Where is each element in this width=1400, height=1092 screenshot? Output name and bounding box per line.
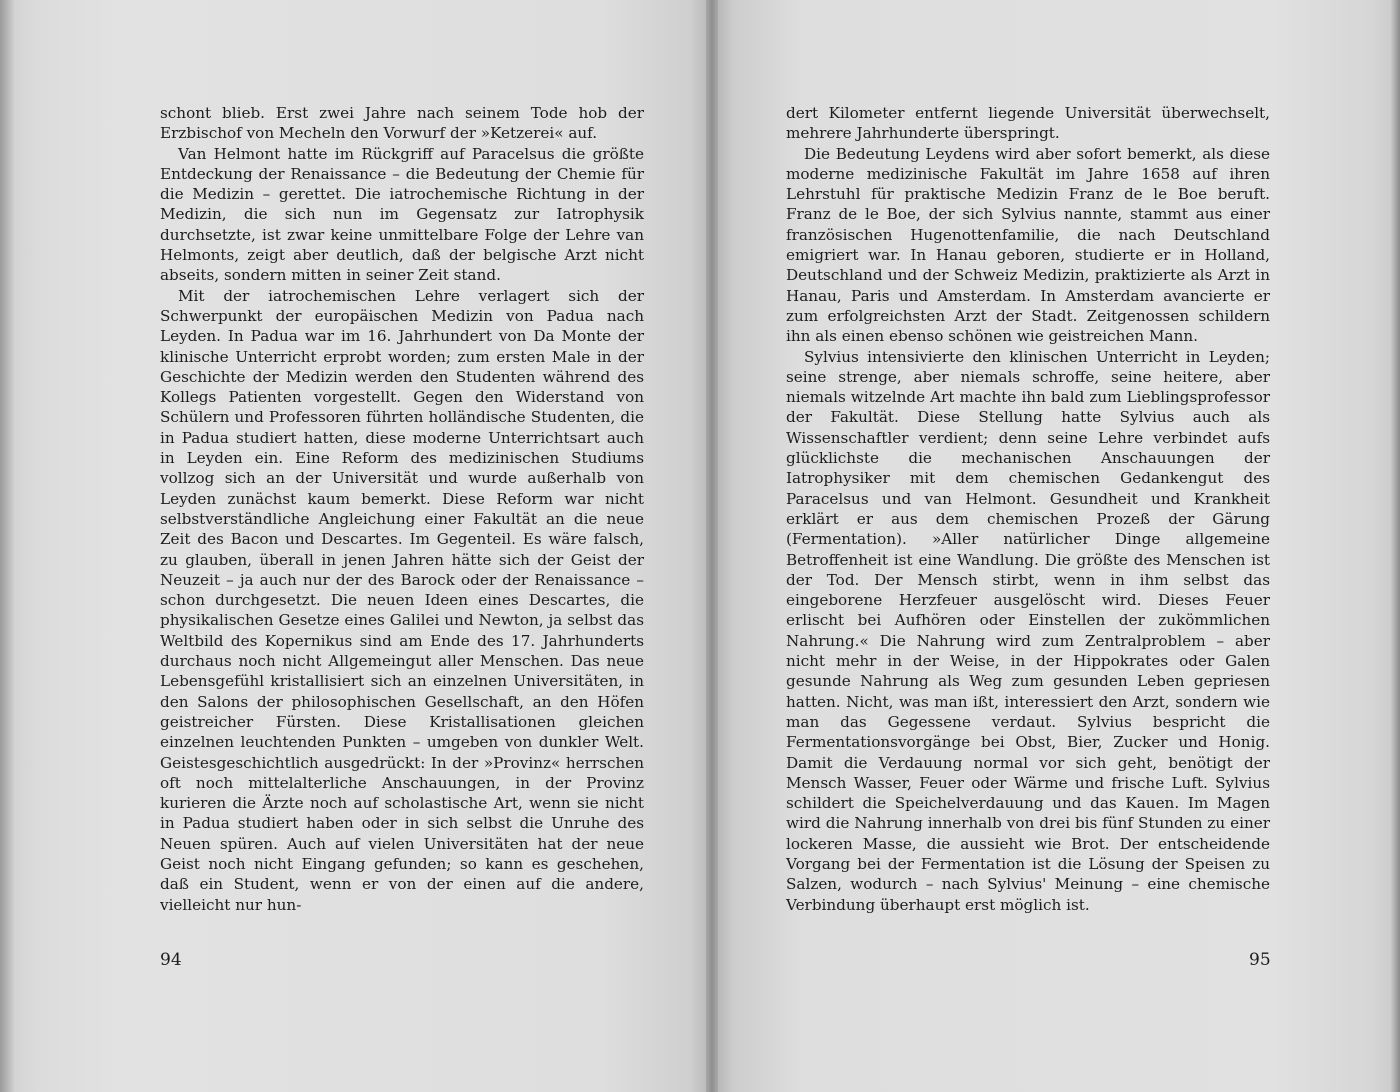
book-gutter <box>706 0 718 1092</box>
right-page-edge <box>1390 0 1400 1092</box>
left-page-body <box>160 103 644 915</box>
left-page-edge <box>0 0 14 1092</box>
right-page-body <box>786 103 1270 915</box>
right-paragraph-1: dert Kilometer entfernt liegende Universität überwechselt, mehrere Jahrhunderte überspringt. <box>786 104 1270 143</box>
right-paragraph-3: Sylvius intensivierte den klinischen Unterricht in Leyden; seine strenge, aber niemals schroffe, seine heitere, aber niemals witzelnde Art machte ihn bald zum Lieblingsprofessor der Fakultät. Diese Stellung hatte Sylvius auch als Wissenschaftler verdient; denn seine Lehre verbindet aufs glücklichste die mechanischen Anschauungen der Iatrophysiker mit dem chemischen Gedankengut des Paracelsus und van Helmont. Gesundheit und Krankheit erklärt er aus dem chemischen Prozeß der Gärung (Fermentation). »Aller natürlicher Dinge allgemeine Betroffenheit ist eine Wandlung. Die größte des Menschen ist der Tod. Der Mensch stirbt, wenn in ihm selbst das eingeborene Herzfeuer ausgelöscht wird. Dieses Feuer erlischt bei Aufhören oder Einstellen der zukömmlichen Nahrung.« Die Nahrung wird zum Zentralproblem – aber nicht mehr in der Weise, in der Hippokrates oder Galen gesunde Nahrung als Weg zum gesunden Leben gepriesen hatten. Nicht, was man ißt, interessiert den Arzt, sondern wie man das Gegessene verdaut. Sylvius bespricht die Fermentationsvorgänge bei Obst, Bier, Zucker und Honig. Damit die Verdauung normal vor sich geht, benötigt der Mensch Wasser, Feuer oder Wärme und frische Luft. Sylvius schildert die Speichelverdauung und das Kauen. Im Magen wird die Nahrung innerhalb von drei bis fünf Stunden zu einer lockeren Masse, die aussieht wie Brot. Der entscheidende Vorgang bei der Fermentation ist die Lösung der Speisen zu Salzen, wodurch – nach Sylvius' Meinung – eine chemische Verbindung überhaupt erst möglich ist. <box>786 347 1270 914</box>
right-paragraph-2: Die Bedeutung Leydens wird aber sofort bemerkt, als diese moderne medizinische Fakultät im Jahre 1658 auf ihren Lehrstuhl für praktische Medizin Franz de le Boe beruft. Franz de le Boe, der sich Sylvius nannte, stammt aus einer französischen Hugenottenfamilie, die nach Deutschland emigriert war. In Hanau geboren, studierte er in Holland, Deutschland und der Schweiz Medizin, praktizierte als Arzt in Hanau, Paris und Amsterdam. In Amsterdam avancierte er zum erfolgreichsten Arzt der Stadt. Zeitgenossen schildern ihn als einen ebenso schönen wie geistreichen Mann. <box>786 144 1270 346</box>
left-paragraph-3: Mit der iatrochemischen Lehre verlagert sich der Schwerpunkt der europäischen Medizin von Padua nach Leyden. In Padua war im 16. Jahrhundert von Da Monte der klinische Unterricht erprobt worden; zum ersten Male in der Geschichte der Medizin werden den Studenten während des Kollegs Patienten vorgestellt. Gegen den Widerstand von Schülern und Professoren führten holländische Studenten, die in Padua studiert hatten, diese moderne Unterrichtsart auch in Leyden ein. Eine Reform des medizinischen Studiums vollzog sich an der Universität und wurde außerhalb von Leyden zunächst kaum bemerkt. Diese Reform war nicht selbstverständliche Angleichung einer Fakultät an die neue Zeit des Bacon und Descartes. Im Gegenteil. Es wäre falsch, zu glauben, überall in jenen Jahren hätte sich der Geist der Neuzeit – ja auch nur der des Barock oder der Renaissance – schon durchgesetzt. Die neuen Ideen eines Descartes, die physikalischen Gesetze eines Galilei und Newton, ja selbst das Weltbild des Kopernikus sind am Ende des 17. Jahrhunderts durchaus noch nicht Allgemeingut aller Menschen. Das neue Lebensgefühl kristallisiert sich an einzelnen Universitäten, in den Salons der philosophischen Gesellschaft, an den Höfen geistreicher Fürsten. Diese Kristallisationen gleichen einzelnen leuchtenden Punkten – umgeben von dunkler Welt. Geistesgeschichtlich ausgedrückt: In der »Provinz« herrschen oft noch mittelalterliche Anschauungen, in der Provinz kurieren die Ärzte noch auf scholastische Art, wenn sie nicht in Padua studiert haben oder in sich selbst die Unruhe des Neuen spüren. Auch auf vielen Universitäten hat der neue Geist noch nicht Eingang gefunden; so kann es geschehen, daß ein Student, wenn er von der einen auf die andere, vielleicht nur hun- <box>160 286 644 914</box>
left-paragraph-2: Van Helmont hatte im Rückgriff auf Paracelsus die größte Entdeckung der Renaissance – die Bedeutung der Chemie für die Medizin – gerettet. Die iatrochemische Richtung in der Medizin, die sich nun im Gegensatz zur Iatrophysik durchsetzte, ist zwar keine unmittelbare Folge der Lehre van Helmonts, zeigt aber deutlich, daß der belgische Arzt nicht abseits, sondern mitten in seiner Zeit stand. <box>160 144 644 285</box>
right-page-number: 95 <box>1249 950 1271 970</box>
left-paragraph-1: schont blieb. Erst zwei Jahre nach seinem Tode hob der Erzbischof von Mecheln den Vorwurf der »Ketzerei« auf. <box>160 104 644 143</box>
left-page-number: 94 <box>160 950 182 970</box>
